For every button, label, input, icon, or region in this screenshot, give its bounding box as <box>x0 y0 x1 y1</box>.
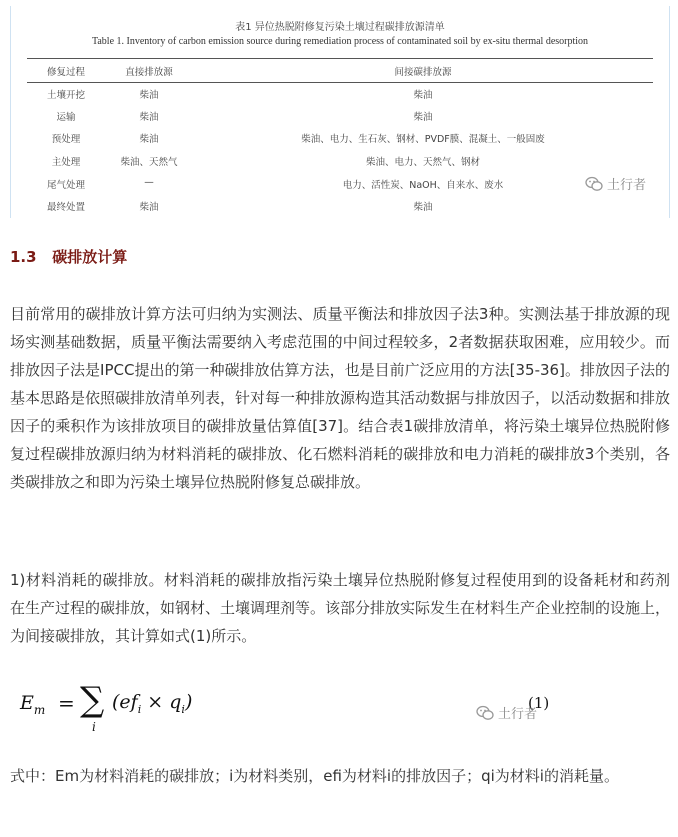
table-cell: 柴油、电力、生石灰、钢材、PVDF膜、混凝土、一般固废 <box>301 134 545 145</box>
formula-equals: = <box>58 691 75 715</box>
table-cell: 运输 <box>56 112 76 123</box>
table-cell: 柴油 <box>139 90 159 101</box>
table-figure <box>10 6 670 218</box>
table-cell: 柴油 <box>139 112 159 123</box>
table-cell: — <box>144 177 154 188</box>
table-row <box>27 199 653 217</box>
table-cell: 柴油 <box>413 112 433 123</box>
table-cell: 尾气处理 <box>46 180 85 191</box>
section-title: 碳排放计算 <box>52 248 128 266</box>
table-title-en: Table 1. Inventory of carbon emission source during remediation process of contaminated soil by ex-situ thermal desorption <box>91 36 589 47</box>
table-cell: 柴油 <box>413 202 433 213</box>
formula-sum-symbol: ∑ <box>80 680 105 720</box>
paragraph-explanation: 式中：Em为材料消耗的碳排放；i为材料类别，efi为材料i的排放因子；qi为材料i的消耗量。 <box>10 767 619 785</box>
table-header-cell: 直接排放源 <box>125 67 173 78</box>
watermark <box>476 703 537 722</box>
table-header-rule <box>27 82 653 83</box>
table-header-cell: 修复过程 <box>46 67 85 78</box>
table-cell: 柴油、电力、天然气、钢材 <box>365 157 480 168</box>
table-cell: 柴油 <box>413 90 433 101</box>
table-row <box>27 154 653 172</box>
watermark-text: 土行者 <box>607 178 647 193</box>
table-header-cell: 间接碳排放源 <box>394 67 452 78</box>
table-top-rule <box>27 58 653 59</box>
section-number: 1.3 <box>10 248 37 266</box>
table-cell: 主处理 <box>51 157 81 168</box>
watermark-text: 土行者 <box>498 707 538 722</box>
table-cell: 电力、活性炭、NaOH、自来水、废水 <box>342 180 504 191</box>
section-heading <box>10 246 127 267</box>
formula-lhs: $E_m$ <box>20 692 46 717</box>
table-row <box>27 131 653 149</box>
table-cell: 柴油 <box>139 202 159 213</box>
watermark <box>585 174 646 193</box>
table-header-row <box>27 64 653 82</box>
table-row <box>27 87 653 105</box>
table-title-cn: 表1 异位热脱附修复污染土壤过程碳排放源清单 <box>235 22 445 33</box>
table-cell: 土壤开挖 <box>46 90 85 101</box>
table-row <box>27 177 653 195</box>
paragraph-intro: 目前常用的碳排放计算方法可归纳为实测法、质量平衡法和排放因子法3种。实测法基于排放源的现场实测基础数据，质量平衡法需要纳入考虑范围的中间过程较多，2者数据获取困难，应用较少。而排放因子法是IPCC提出的第一种碳排放估算方法，也是目前广泛应用的方法[35-36]。排放因子法的基本思路是依照碳排放清单列表，针对每一种排放源构造其活动数据与排放因子，以活动数据和排放因子的乘积作为该排放项目的碳排放量估算值[37]。结合表1碳排放清单，将污染土壤异位热脱附修复过程碳排放源归纳为材料消耗的碳排放、化石燃料消耗的碳排放和电力消耗的碳排放3个类别，各类碳排放之和即为污染土壤异位热脱附修复总碳排放。 <box>10 305 671 491</box>
wechat-icon <box>476 705 494 721</box>
table-cell: 预处理 <box>51 134 81 145</box>
paragraph-material: 1)材料消耗的碳排放。材料消耗的碳排放指污染土壤异位热脱附修复过程使用到的设备耗材和药剂在生产过程的碳排放，如钢材、土壤调理剂等。该部分排放实际发生在材料生产企业控制的设施上，为间接碳排放，其计算如式(1)所示。 <box>10 571 671 645</box>
formula-1 <box>20 680 320 740</box>
table-cell: 柴油、天然气 <box>120 157 178 168</box>
table-cell: 最终处置 <box>46 202 85 213</box>
table-row <box>27 109 653 127</box>
formula-body: $(ef_i \times q_i)$ <box>112 691 193 716</box>
wechat-icon <box>585 176 603 192</box>
formula-number: (1) <box>528 694 550 712</box>
formula-sum-index: i <box>92 720 96 734</box>
table-cell: 柴油 <box>139 134 159 145</box>
